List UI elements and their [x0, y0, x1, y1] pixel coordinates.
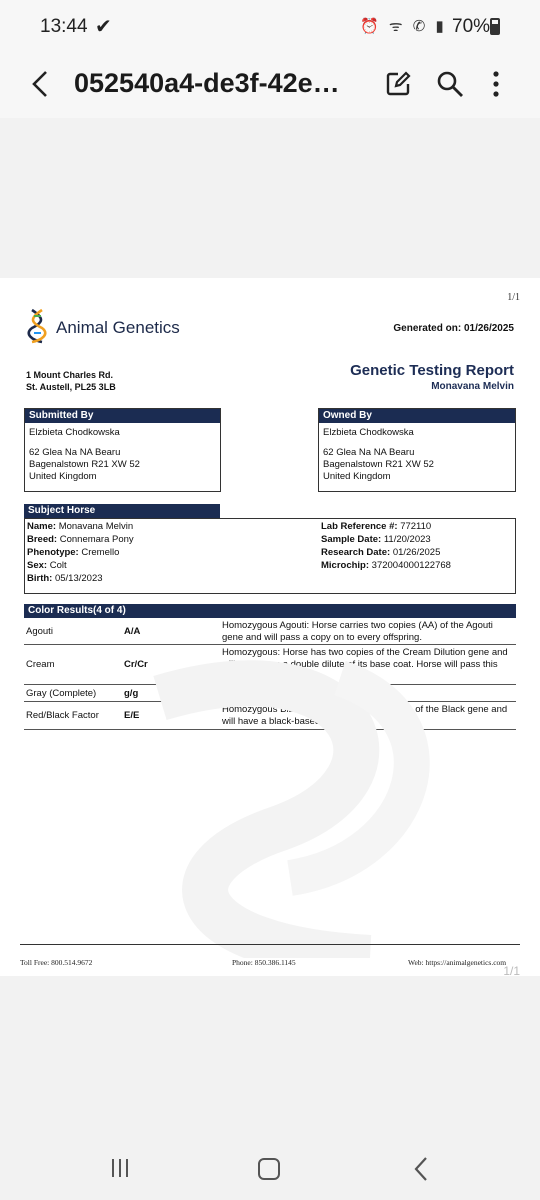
report-title: Genetic Testing Report — [350, 362, 514, 379]
result-description: Homozygous Agouti: Horse carries two copies (AA) of the Agouti gene and will pass a copy on to every offspring. — [222, 620, 493, 643]
submitter-name: Elzbieta Chodkowska — [29, 427, 120, 438]
app-bar — [0, 54, 540, 118]
dna-logo-icon — [26, 308, 50, 344]
horse-name-row: Name: Monavana Melvin — [27, 521, 134, 532]
color-results-header: Color Results(4 of 4) — [24, 604, 516, 618]
genotype: A/A — [124, 626, 141, 637]
trait-name: Gray (Complete) — [26, 688, 97, 699]
owner-name: Elzbieta Chodkowska — [323, 427, 414, 438]
page-indicator-overlay: 1/1 — [503, 964, 520, 978]
genotype: g/g — [124, 688, 139, 699]
brand-name: Animal Genetics — [56, 318, 180, 337]
genotype: E/E — [124, 710, 140, 721]
horse-sex-row: Sex: Colt — [27, 560, 67, 571]
owner-address-line: Bagenalstown R21 XW 52 — [323, 459, 434, 470]
home-icon[interactable] — [258, 1158, 280, 1180]
alarm-wifi-signal-icons: ⏰ ᯤ ✆ ▮ — [360, 18, 447, 35]
logo-watermark — [40, 658, 540, 958]
subject-horse-details — [24, 518, 516, 594]
horse-breed-row: Breed: Connemara Pony — [27, 534, 134, 545]
table-row — [24, 618, 516, 645]
result-description: Negative for the Gray gene mutation. — [222, 687, 378, 698]
owned-by-header: Owned By — [319, 409, 515, 423]
subject-horse-section — [24, 504, 516, 594]
footer-phone: Phone: 850.386.1145 — [232, 958, 296, 967]
status-bar — [0, 0, 540, 54]
footer-divider — [20, 944, 520, 945]
navigation-bar — [0, 1130, 540, 1200]
edit-icon[interactable] — [384, 70, 412, 98]
owned-by-box — [318, 408, 516, 492]
battery-percent: 70% — [452, 16, 491, 37]
genotype: Cr/Cr — [124, 659, 148, 670]
search-icon[interactable] — [436, 70, 464, 98]
generated-date: Generated on: 01/26/2025 — [393, 323, 514, 334]
submitter-address-line: United Kingdom — [29, 471, 97, 482]
trait-name: Red/Black Factor — [26, 710, 99, 721]
trait-name: Cream — [26, 659, 55, 670]
pdf-page[interactable] — [0, 278, 540, 976]
check-notification-icon: ✔ — [95, 16, 112, 38]
submitter-address-line: Bagenalstown R21 XW 52 — [29, 459, 140, 470]
document-title: 052540a4-de3f-42e… — [74, 68, 340, 98]
nav-back-icon[interactable] — [412, 1156, 430, 1182]
footer-toll-free: Toll Free: 800.514.9672 — [20, 958, 93, 967]
report-subject-name: Monavana Melvin — [431, 381, 514, 392]
result-description: Homozygous: Horse has two copies of the Cream Dilution gene and will appear as a double dilute of its base coat. Horse will pass this gene on to all offspring. — [222, 647, 508, 682]
microchip-row: Microchip: 372004000122768 — [321, 560, 451, 571]
recent-apps-icon[interactable] — [110, 1158, 130, 1178]
owner-address-line: United Kingdom — [323, 471, 391, 482]
battery-icon — [490, 18, 500, 35]
lab-address-line-2: St. Austell, PL25 3LB — [26, 382, 116, 392]
more-options-icon[interactable] — [484, 68, 508, 100]
submitted-by-box — [24, 408, 221, 492]
horse-birth-row: Birth: 05/13/2023 — [27, 573, 103, 584]
lab-reference-row: Lab Reference #: 772110 — [321, 521, 432, 532]
sample-date-row: Sample Date: 11/20/2023 — [321, 534, 431, 545]
owner-address-line: 62 Glea Na NA Bearu — [323, 447, 415, 458]
subject-horse-header: Subject Horse — [24, 504, 220, 518]
footer-web[interactable]: Web: https://animalgenetics.com — [408, 958, 507, 967]
back-arrow-icon[interactable] — [28, 66, 56, 102]
result-description: Homozygous Black: Horse carries two copies of the Black gene and will have a black-based coat. — [222, 704, 508, 727]
page-indicator: 1/1 — [507, 292, 520, 303]
submitter-address-line: 62 Glea Na NA Bearu — [29, 447, 121, 458]
trait-name: Agouti — [26, 626, 53, 637]
horse-phenotype-row: Phenotype: Cremello — [27, 547, 120, 558]
lab-address-line-1: 1 Mount Charles Rd. — [26, 370, 114, 380]
research-date-row: Research Date: 01/26/2025 — [321, 547, 441, 558]
submitted-by-header: Submitted By — [25, 409, 220, 423]
status-time: 13:44 — [40, 16, 88, 37]
